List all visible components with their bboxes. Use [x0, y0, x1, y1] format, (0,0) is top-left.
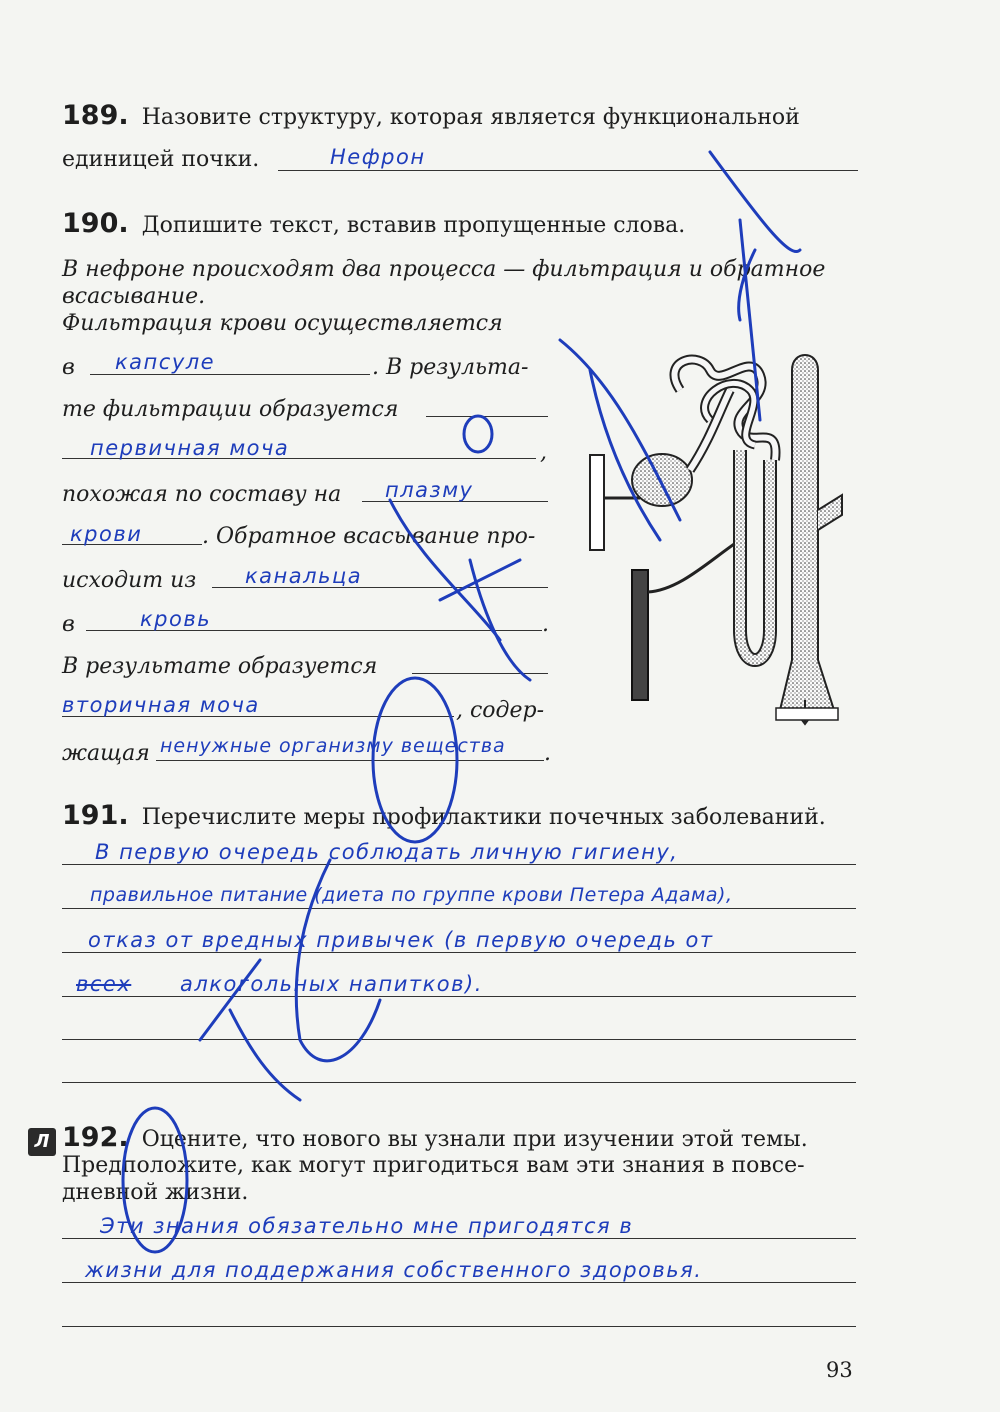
q190-line1: Фильтрация крови осуществляется [62, 311, 503, 336]
q191-answer-4: алкогольных напитков). [180, 972, 483, 996]
q190-number: 190. [62, 208, 129, 239]
q189-answer-line [278, 170, 858, 171]
q189-answer: Нефрон [330, 145, 426, 169]
q190-line8: в [62, 612, 75, 637]
capsule-line [90, 374, 370, 375]
substances-line [156, 760, 544, 761]
q192-answer-1: Эти знания обязательно мне пригодятся в [100, 1214, 634, 1238]
q190-prompt: Допишите текст, вставив пропущенные слова. [141, 213, 686, 238]
q191-answer-2: правильное питание (диета по группе крови Петера Адама), [90, 884, 733, 906]
q192-line-3 [62, 1326, 856, 1327]
answer-secondary: вторичная моча [62, 693, 260, 717]
q192-answer-2: жизни для поддержания собственного здоровья. [85, 1258, 703, 1282]
q189-text-line1: Назовите структуру, которая является функциональной [141, 105, 800, 130]
q190-line2a: в [62, 355, 75, 380]
answer-plasma: плазму [385, 478, 474, 502]
q191-answer-1: В первую очередь соблюдать личную гигиену, [95, 840, 679, 864]
q192-line-1 [62, 1238, 856, 1239]
q191-prompt: Перечислите меры профилактики почечных заболеваний. [141, 805, 826, 830]
q189-number: 189. [62, 100, 129, 131]
dot2: . [544, 741, 551, 766]
q190-line10b: , содер- [456, 698, 545, 723]
q190-line7: исходит из [62, 568, 197, 593]
q190-intro-line1: В нефроне происходят два процесса — фильтрация и обратное [62, 257, 826, 282]
q190-line2b: . В результа- [372, 355, 529, 380]
page-number: 93 [826, 1358, 853, 1382]
q190-line6b: . Обратное всасывание про- [202, 524, 536, 549]
q191-line-4 [62, 996, 856, 997]
answer-primary: первичная моча [90, 436, 290, 460]
line3-blank [426, 416, 548, 417]
comma1: , [540, 440, 547, 465]
q192-header [62, 1122, 808, 1153]
nephron-illustration [580, 330, 860, 730]
q190-line11: жащая [62, 741, 150, 766]
q189-text-line2: единицей почки. [62, 147, 260, 172]
q190-line3: те фильтрации образуется [62, 397, 399, 422]
answer-blood1: крови [70, 522, 143, 546]
q190-header [62, 208, 685, 239]
q191-answer-3: отказ от вредных привычек (в первую очередь от [88, 928, 714, 952]
q192-line-2 [62, 1282, 856, 1283]
answer-substances: ненужные организму вещества [160, 735, 506, 757]
answer-capsule: капсуле [115, 350, 216, 374]
q190-intro-line2: всасывание. [62, 284, 206, 309]
q191-header [62, 800, 826, 831]
q190-line9: В результате образуется [62, 654, 378, 679]
q192-text-line2: Предположите, как могут пригодиться вам эти знания в повсе- [62, 1153, 805, 1178]
q190-line5: похожая по составу на [62, 482, 342, 507]
q191-line-5 [62, 1039, 856, 1040]
q191-number: 191. [62, 800, 129, 831]
q191-line-2 [62, 908, 856, 909]
q189-header [62, 100, 800, 131]
q192-text-line1: Оцените, что нового вы узнали при изучении этой темы. [141, 1127, 808, 1152]
q191-line-6 [62, 1082, 856, 1083]
q191-line-3 [62, 952, 856, 953]
q191-line-1 [62, 864, 856, 865]
q192-text-line3: дневной жизни. [62, 1180, 249, 1205]
level-badge: Л [28, 1128, 56, 1156]
answer-tubule: канальца [245, 564, 363, 588]
q191-struck-word: всех [76, 972, 132, 996]
q192-number: 192. [62, 1122, 129, 1153]
dot1: . [542, 612, 549, 637]
line9-blank [412, 673, 548, 674]
answer-blood2: кровь [140, 607, 212, 631]
